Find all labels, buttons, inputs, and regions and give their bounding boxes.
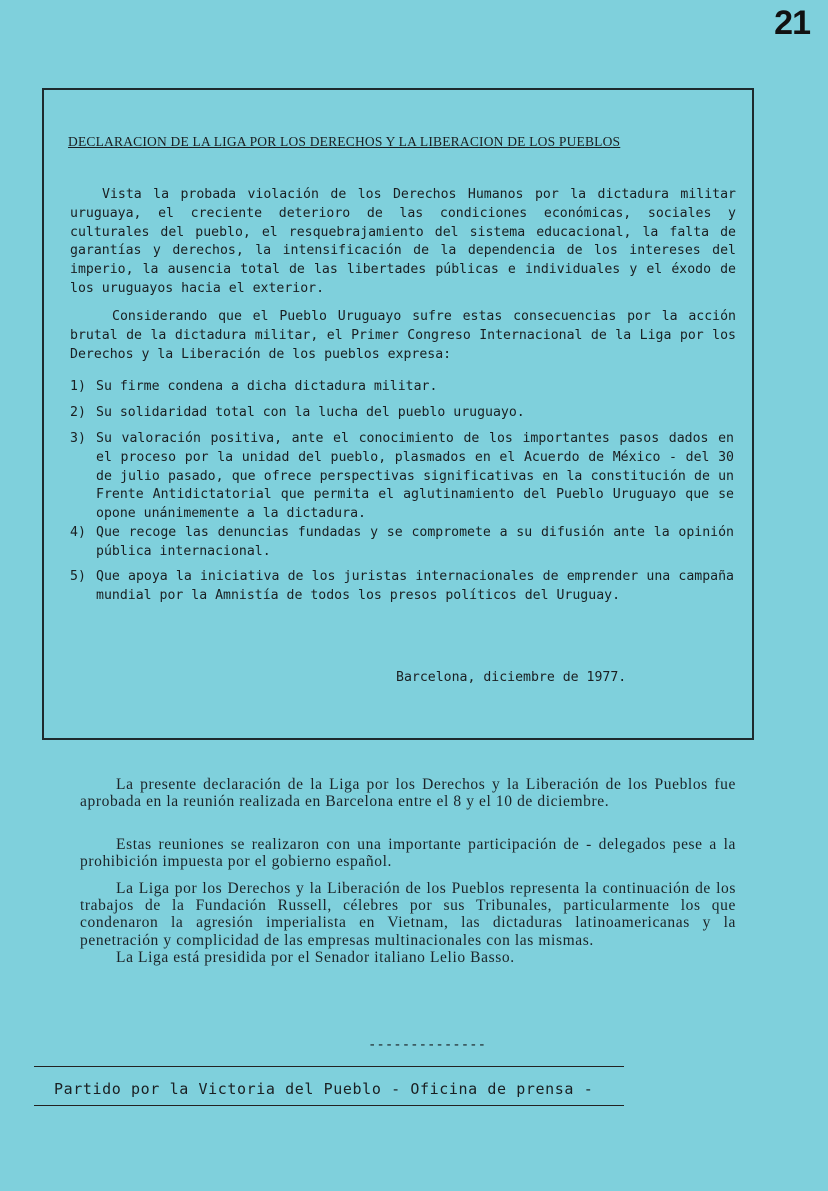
notes-section bbox=[80, 880, 736, 966]
list-item bbox=[70, 524, 734, 562]
list-item-number: 3) bbox=[70, 431, 86, 446]
notes-section bbox=[80, 776, 736, 810]
signature-date: Barcelona, diciembre de 1977. bbox=[396, 670, 627, 685]
declaration-title: DECLARACION DE LA LIGA POR LOS DERECHOS Y LA LIBERACION DE LOS PUEBLOS bbox=[68, 134, 621, 149]
list-item bbox=[70, 404, 734, 423]
note-paragraph: La presente declaración de la Liga por los Derechos y la Liberación de los Pueblos fue aprobada en la reunión realizada en Barcelona entre el 8 y el 10 de diciembre. bbox=[80, 776, 736, 811]
list-item-number: 2) bbox=[70, 405, 86, 420]
note-paragraph: La Liga está presidida por el Senador italiano Lelio Basso. bbox=[116, 948, 515, 966]
footer-text: Partido por la Victoria del Pueblo - Oficina de prensa - bbox=[54, 1080, 594, 1098]
list-item bbox=[70, 378, 734, 397]
declaration-box bbox=[42, 88, 754, 740]
list-item-number: 4) bbox=[70, 525, 86, 540]
list-item-number: 5) bbox=[70, 569, 86, 584]
footer-divider-top bbox=[34, 1066, 624, 1067]
list-item-number: 1) bbox=[70, 379, 86, 394]
list-item-text: Su firme condena a dicha dictadura militar. bbox=[96, 379, 438, 394]
footer-divider-bottom bbox=[34, 1105, 624, 1106]
list-item-text: Su solidaridad total con la lucha del pueblo uruguayo. bbox=[96, 405, 525, 420]
note-paragraph: Estas reuniones se realizaron con una importante participación de - delegados pese a la prohibición impuesta por el gobierno español. bbox=[80, 836, 736, 871]
note-paragraph: La Liga por los Derechos y la Liberación de los Pueblos representa la continuación de los trabajos de la Fundación Russell, célebres por sus Tribunales, particularmente los que condenaron la agresión imperialista en Vietnam, las dictaduras latinoamericanas y la penetración y complicidad de las empresas multinacionales con las mismas. bbox=[80, 880, 736, 949]
list-item-text: Su valoración positiva, ante el conocimiento de los importantes pasos dados en el proceso por la unidad del pueblo, plasmados en el Acuerdo de México - del 30 de julio pasado, que ofrece perspectivas significativas en la constitución de un Frente Antidictatorial que permita el aglutinamiento del Pueblo Uruguayo que se opone unánimemente a la dictadura. bbox=[96, 431, 734, 522]
list-item bbox=[70, 568, 734, 606]
declaration-paragraph-1: Vista la probada violación de los Derechos Humanos por la dictadura militar uruguaya, el creciente deterioro de las condiciones económicas, sociales y culturales del pueblo, el resquebrajamiento del sistema educacional, la falta de garantías y derechos, la intensificación de la dependencia de los intereses del imperio, la ausencia total de las libertades públicas e individuales y el éxodo de los uruguayos hacia el exterior. bbox=[70, 187, 736, 296]
list-item-text: Que recoge las denuncias fundadas y se compromete a su difusión ante la opinión pública internacional. bbox=[96, 525, 734, 559]
page-number: 21 bbox=[774, 4, 810, 42]
declaration-paragraph-2: Considerando que el Pueblo Uruguayo sufre estas consecuencias por la acción brutal de la dictadura militar, el Primer Congreso Internacional de la Liga por los Derechos y la Liberación de los pueblos expresa: bbox=[70, 309, 736, 362]
list-item-text: Que apoya la iniciativa de los juristas internacionales de emprender una campaña mundial por la Amnistía de todos los presos políticos del Uruguay. bbox=[96, 569, 734, 603]
list-item bbox=[70, 430, 734, 524]
notes-section bbox=[80, 836, 736, 870]
separator-dashes: -------------- bbox=[368, 1037, 487, 1053]
